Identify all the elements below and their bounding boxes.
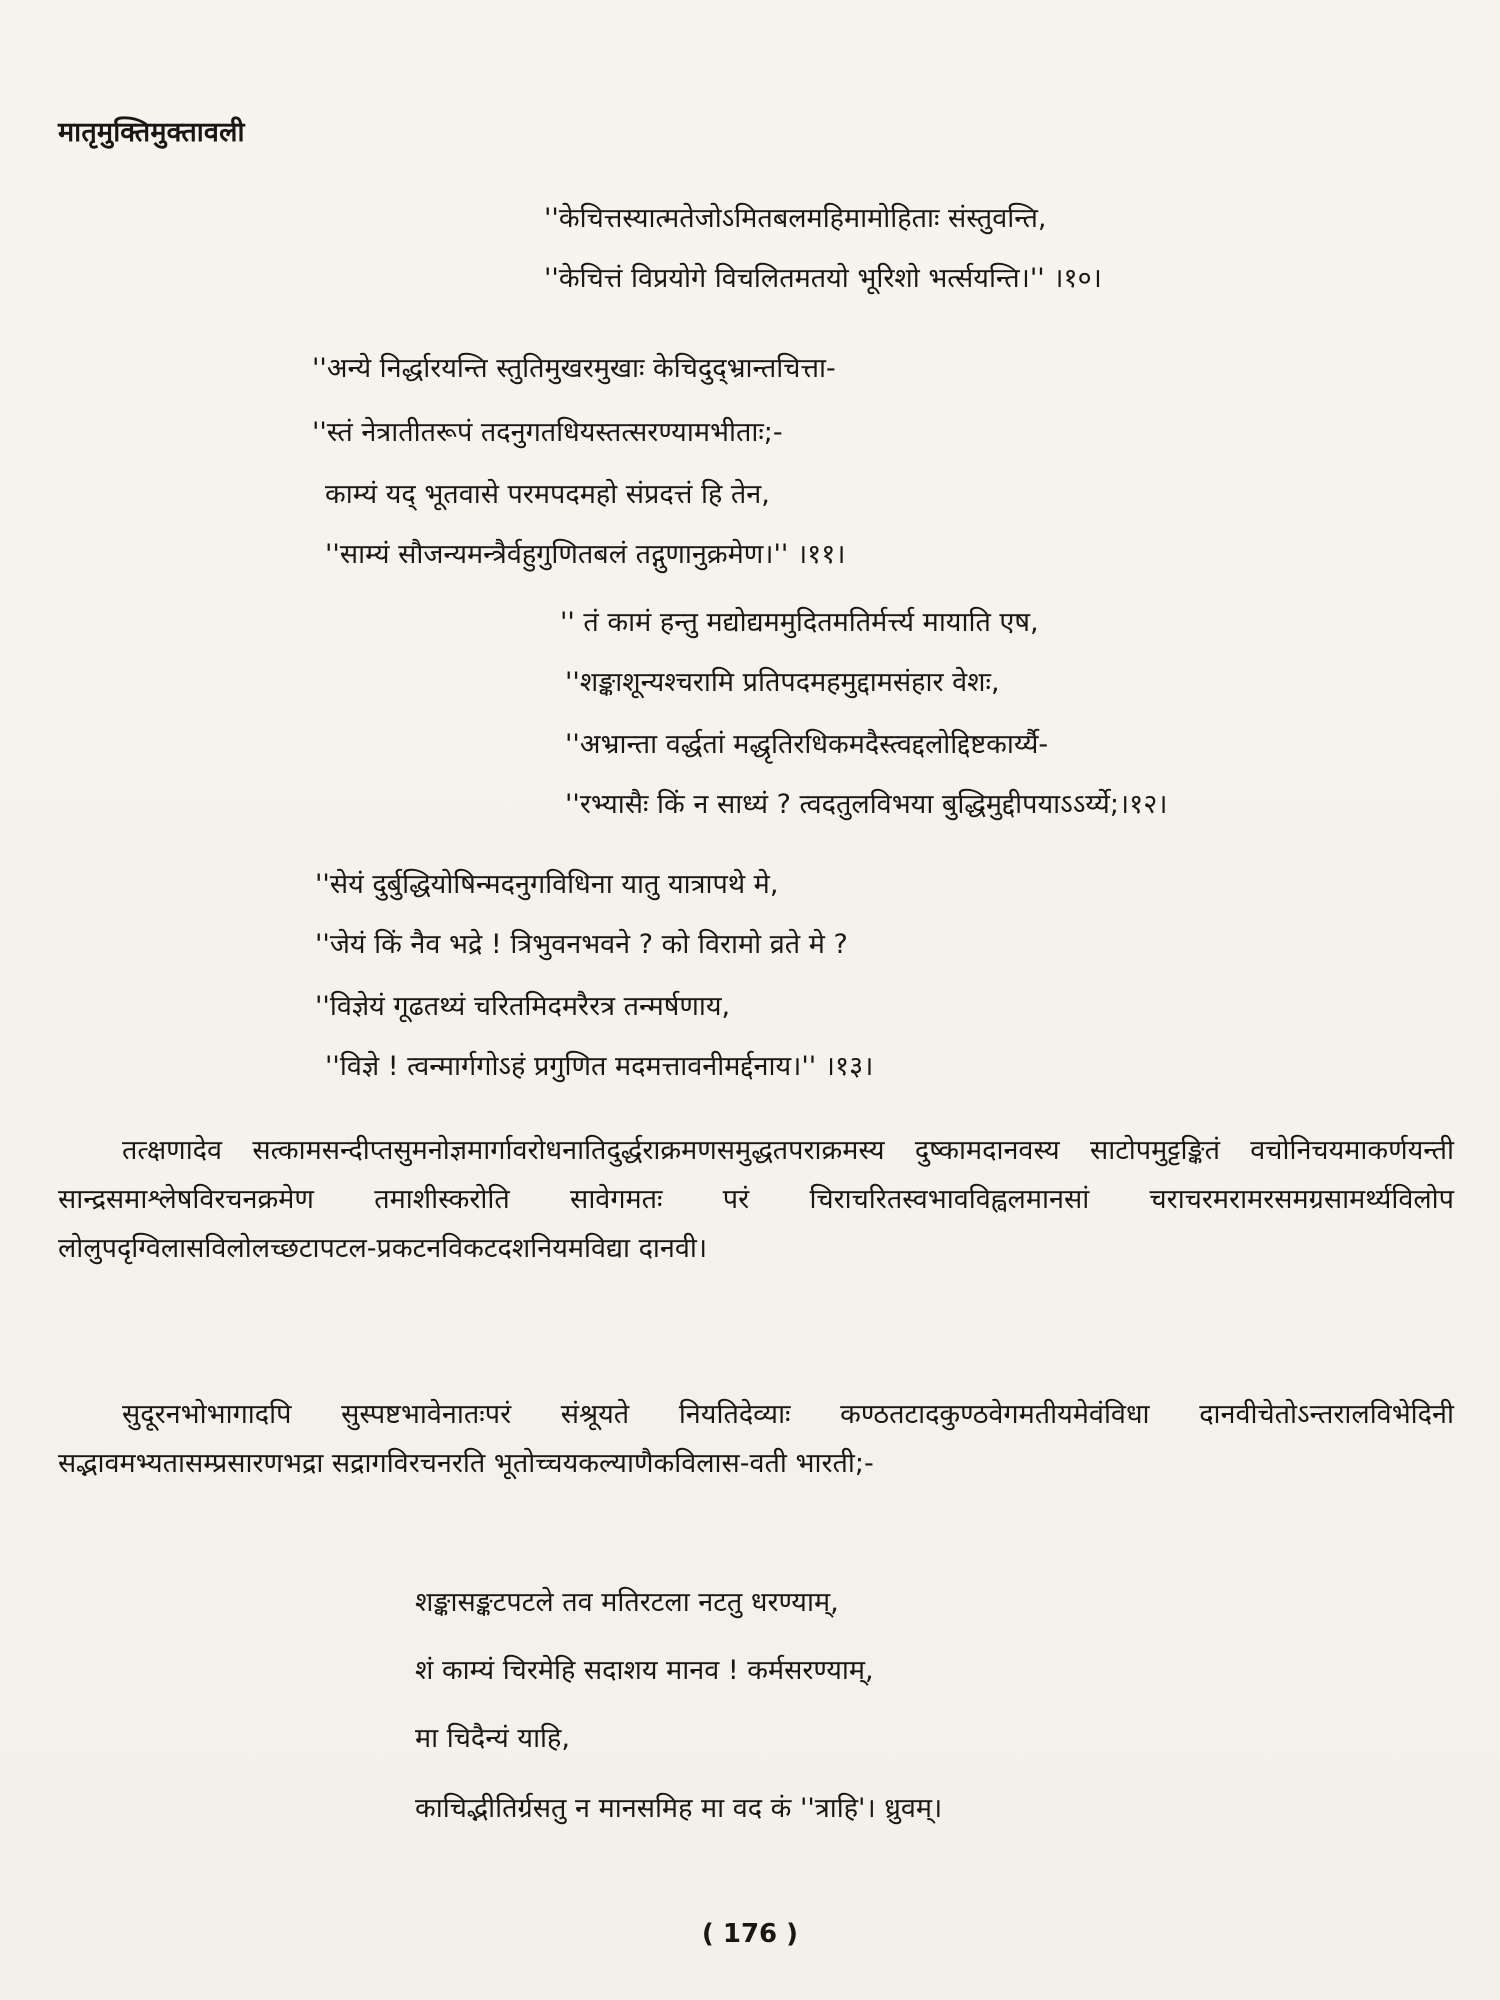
- verse-line: ''सेयं दुर्बुद्धियोषिन्मदनुगविधिना यातु यात्रापथे मे,: [315, 869, 779, 900]
- verse-line: ''केचित्तस्यात्मतेजोऽमितबलमहिमामोहिताः संस्तुवन्ति,: [544, 203, 1047, 234]
- verse-line: ''विज्ञे ! त्वन्मार्गगोऽहं प्रगुणित मदमत्तावनीमर्द्दनाय।'' ।१३।: [325, 1051, 874, 1082]
- prose-text: तत्क्षणादेव सत्कामसन्दीप्तसुमनोज्ञमार्गावरोधनातिदुर्द्धराक्रमणसमुद्धतपराक्रमस्य दुष्कामदानवस्य साटोपमुट्टङ्कितं वचोनिचयमाकर्णयन्ती सान्द्रसमाश्लेषविरचनक्रमेण तमाशीस्करोति सावेगमतः परं चिराचरितस्वभावविह्वलमानसां चराचरमरामरसमग्रसामर्थ्यविलोप लोलुपदृग्विलासविलोलच्छटापटल-प्रकटनविकटदशनियमविद्या दानवी।: [58, 1135, 1454, 1264]
- final-verse-line: काचिद्भीतिर्ग्रसतु न मानसमिह मा वद कं ''त्राहि'। ध्रुवम्।: [415, 1793, 943, 1824]
- verse-line: ''जेयं किं नैव भद्रे ! त्रिभुवनभवने ? को विरामो व्रते मे ?: [315, 929, 848, 960]
- verse-line: ''विज्ञेयं गूढतथ्यं चरितमिदमरैरत्र तन्मर्षणाय,: [315, 991, 731, 1022]
- prose-text: सुदूरनभोभागादपि सुस्पष्टभावेनातःपरं संश्रूयते नियतिदेव्याः कण्ठतटादकुण्ठवेगमतीयमेवंविधा दानवीचेतोऽन्तरालविभेदिनी सद्भावमभ्यतासम्प्रसारणभद्रा सद्रागविरचनरति भूतोच्चयकल्याणैकविलास-वती भारती;-: [58, 1399, 1454, 1479]
- verse-line: ''केचित्तं विप्रयोगे विचलितमतयो भूरिशो भर्त्सयन्ति।'' ।१०।: [544, 263, 1102, 294]
- final-verse-line: मा चिदैन्यं याहि,: [415, 1723, 570, 1754]
- verse-line: ''अभ्रान्ता वर्द्धतां मद्धृतिरधिकमदैस्त्वद्दलोद्दिष्टकार्य्यै-: [565, 729, 1049, 760]
- running-header: मातृमुक्तिमुक्तावली: [58, 117, 245, 148]
- final-verse-line: शङ्कासङ्कटपटले तव मतिरटला नटतु धरण्याम्,: [415, 1587, 839, 1618]
- verse-line: ''स्तं नेत्रातीतरूपं तदनुगतधियस्तत्सरण्यामभीताः;-: [312, 417, 783, 448]
- verse-line: ''अन्ये निर्द्धारयन्ति स्तुतिमुखरमुखाः केचिदुद्भ्रान्तचित्ता-: [312, 353, 836, 384]
- verse-line: ''रभ्यासैः किं न साध्यं ? त्वदतुलविभया बुद्धिमुद्दीपयाऽऽर्य्ये;।१२।: [565, 789, 1168, 820]
- final-verse-line: शं काम्यं चिरमेहि सदाशय मानव ! कर्मसरण्याम्,: [415, 1655, 874, 1686]
- prose-paragraph-1: [58, 1126, 1454, 1273]
- page-number: ( 176 ): [701, 1919, 799, 1949]
- verse-line: ''शङ्काशून्यश्चरामि प्रतिपदमहमुद्दामसंहार वेशः,: [565, 667, 1000, 698]
- verse-line: ''साम्यं सौजन्यमन्त्रैर्वहुगुणितबलं तद्गुणानुक्रमेण।'' ।११।: [325, 539, 846, 570]
- verse-line: काम्यं यद् भूतवासे परमपदमहो संप्रदत्तं हि तेन,: [325, 479, 770, 510]
- prose-paragraph-2: [58, 1390, 1454, 1488]
- verse-line: '' तं कामं हन्तु मद्योद्यममुदितमतिर्मर्त्त्य मायाति एष,: [560, 607, 1039, 638]
